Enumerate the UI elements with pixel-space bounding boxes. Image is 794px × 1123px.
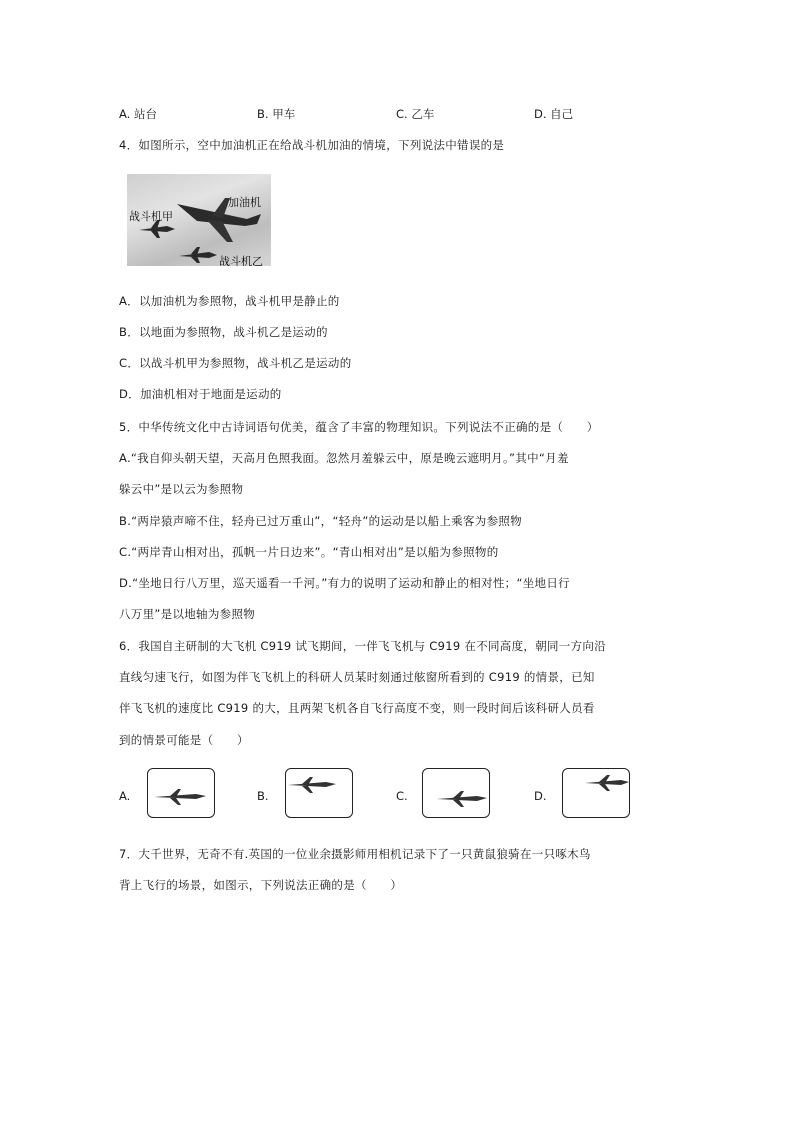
q4-stem: 4．如图所示，空中加油机正在给战斗机加油的情境，下列说法中错误的是 [119, 138, 505, 152]
fighter-a-label: 战斗机甲 [129, 210, 173, 223]
plane-icon [286, 769, 352, 817]
q7-line: 背上飞行的场景，如图示，下列说法正确的是（ ） [119, 878, 403, 892]
q6-choice-c-window [422, 768, 490, 818]
q6-line: 6．我国自主研制的大飞机 C919 试飞期间，一伴飞飞机与 C919 在不同高度，朝同一方向沿 [119, 639, 606, 653]
q6-line: 伴飞飞机的速度比 C919 的大，且两架飞机各自飞行高度不变，则一段时间后该科研人员看 [119, 701, 595, 715]
q5-line: C.“两岸青山相对出，孤帆一片日边来”。“青山相对出”是以船为参照物的 [119, 545, 499, 559]
q3-option-a: A. 站台 [119, 107, 157, 121]
q6-choice-d-label: D. [534, 789, 547, 803]
q5-line: 八万里”是以地轴为参照物 [119, 607, 256, 621]
refueling-photo [127, 174, 271, 266]
q5-line: A.“我自仰头朝天望，天高月色照我面。忽然月羞躲云中，原是晚云遮明月。”其中“月羞 [119, 451, 569, 465]
plane-icon [563, 769, 629, 817]
fighter-b-label: 战斗机乙 [219, 255, 263, 266]
q6-choice-c-label: C. [396, 789, 408, 803]
q4-option-c: C．以战斗机甲为参照物，战斗机乙是运动的 [119, 356, 352, 370]
q6-line: 直线匀速飞行，如图为伴飞飞机上的科研人员某时刻通过舷窗所看到的 C919 的情景，已知 [119, 670, 595, 684]
q3-option-b: B. 甲车 [257, 107, 296, 121]
q6-choice-a-window [147, 768, 215, 818]
tanker-label: 加油机 [228, 196, 261, 209]
q3-option-c: C. 乙车 [396, 107, 435, 121]
q7-line: 7．大千世界，无奇不有.英国的一位业余摄影师用相机记录下了一只黄鼠狼骑在一只啄木鸟 [119, 847, 591, 861]
q5-stem: 5．中华传统文化中古诗词语句优美，蕴含了丰富的物理知识。下列说法不正确的是（ ） [119, 420, 599, 434]
q6-choice-d-window [562, 768, 630, 818]
q4-option-a: A．以加油机为参照物，战斗机甲是静止的 [119, 294, 340, 308]
q5-line: 躲云中”是以云为参照物 [119, 482, 244, 496]
q5-line: B.“两岸猿声啼不住，轻舟已过万重山”，“轻舟”的运动是以船上乘客为参照物 [119, 514, 522, 528]
q6-choice-a-label: A. [119, 789, 131, 803]
q6-choice-b-label: B. [257, 789, 269, 803]
q6-choice-b-window [285, 768, 353, 818]
q4-option-d: D．加油机相对于地面是运动的 [119, 387, 282, 401]
plane-icon [423, 769, 489, 817]
q3-option-d: D. 自己 [534, 107, 574, 121]
q5-line: D.“坐地日行八万里，巡天遥看一千河。”有力的说明了运动和静止的相对性；“坐地日行 [119, 576, 570, 590]
plane-icon [148, 769, 214, 817]
q6-line: 到的情景可能是（ ） [119, 733, 249, 747]
q4-option-b: B．以地面为参照物，战斗机乙是运动的 [119, 325, 328, 339]
